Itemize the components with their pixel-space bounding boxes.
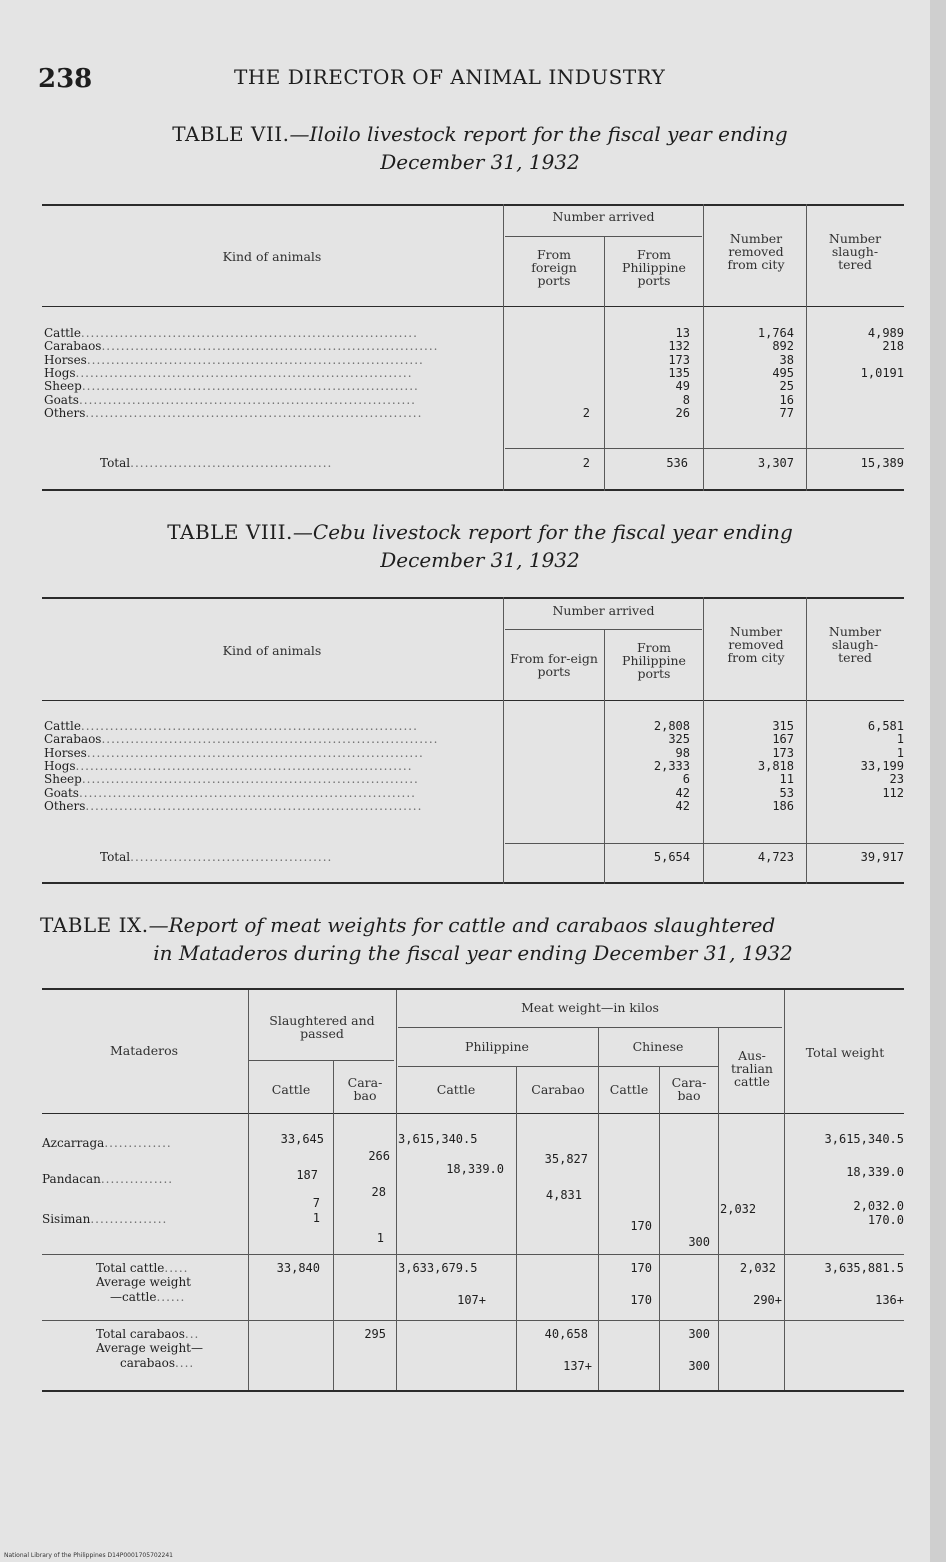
table9-bottom-rule (42, 1390, 904, 1392)
table9-h-chinese: Chinese (632, 1039, 684, 1054)
total-cattle-phil: 3,633,679.5 (398, 1261, 478, 1275)
leader-dots: ...................................................................... (80, 720, 418, 733)
matadero-pandacan: Pandacan............... (42, 1172, 174, 1186)
cell-slaughtered: 1 (896, 732, 904, 747)
avg-cattle-label: Average weight (96, 1275, 191, 1289)
table9-rule (42, 1254, 904, 1255)
table9-col-divider (784, 990, 785, 1390)
table9-title-line1: —Report of meat weights for cattle and carabaos slaughtered (148, 913, 776, 937)
table7-bottom-rule (42, 489, 904, 491)
cell-philippine: 42 (675, 798, 690, 813)
table7-h-phil: From Philippine ports (622, 247, 686, 288)
table9-top-rule (42, 988, 904, 990)
sis-cattle-1: 7 (312, 1196, 320, 1210)
table8-title (110, 520, 850, 544)
animal-kind: Cattle (44, 327, 81, 340)
cell-removed: 167 (772, 732, 794, 747)
table7-h-arrived: Number arrived (552, 209, 655, 224)
table8-h-removed: Number removed from city (727, 624, 785, 665)
animal-kind: Sheep (44, 380, 82, 394)
leader-dots: ...................................................................... (78, 393, 416, 407)
table8-title-2 (110, 548, 850, 572)
table7-col-divider (503, 204, 504, 491)
leader-dots: ...................................................................... (81, 380, 419, 394)
pan-phil-cattle: 18,339.0 (446, 1162, 504, 1176)
cell-removed: 16 (779, 392, 794, 407)
table7-h-kind: Kind of animals (222, 249, 322, 264)
row-label (44, 747, 500, 761)
table7-title-2 (110, 150, 850, 174)
sis-cattle-2: 1 (312, 1211, 320, 1225)
page-number: 238 (38, 64, 93, 94)
row-label (44, 773, 500, 787)
cell-removed: 3,818 (757, 758, 794, 773)
cell-slaughtered: 1,0191 (860, 365, 904, 380)
table9-h-total: Total weight (805, 1045, 885, 1060)
animal-kind: Sheep (44, 773, 82, 787)
row-label (44, 760, 500, 774)
cell-philippine: 98 (675, 745, 690, 760)
table9-title (40, 913, 906, 937)
matadero-name: Sisiman (42, 1212, 91, 1226)
table7-label: TABLE VII. (172, 122, 290, 146)
animal-kind: Carabaos (44, 340, 102, 354)
sis-chinese-cattle: 170 (630, 1219, 652, 1233)
table8-h-kind: Kind of animals (222, 643, 322, 658)
animal-kind: Hogs (44, 759, 76, 773)
table9-col-divider (333, 1060, 334, 1390)
leader-dots: ...................................................................... (86, 353, 424, 367)
cell-removed: 11 (779, 772, 794, 787)
row-label (44, 720, 500, 734)
table9-head-rule (42, 1113, 904, 1114)
row-label (44, 367, 500, 381)
azc-cattle: 33,645 (280, 1132, 324, 1146)
table9-col-divider (718, 1028, 719, 1390)
table8-h-slaughtered: Number slaugh-tered (828, 624, 882, 665)
azc-phil-cattle: 3,615,340.5 (398, 1132, 478, 1146)
sis-australian: 2,032 (720, 1202, 757, 1216)
table9-h-chinese-cattle: Cattle (609, 1082, 649, 1097)
cell-slaughtered: 4,989 (867, 326, 904, 340)
table7-h-slaughtered: Number slaugh-tered (828, 231, 882, 272)
sis-chinese-carabao: 300 (688, 1235, 710, 1249)
cell-foreign: 2 (582, 405, 590, 420)
table9-h-slaughtered: Slaughtered and passed (269, 1013, 375, 1041)
cell-slaughtered: 1 (896, 745, 904, 760)
total-cattle-text: Total cattle (96, 1261, 165, 1275)
animal-kind: Goats (44, 393, 79, 407)
table9-rule (398, 1027, 782, 1028)
table9-rule (398, 1066, 718, 1067)
table8-total-removed: 4,723 (757, 850, 794, 864)
matadero-name: Pandacan (42, 1172, 101, 1186)
cell-philippine: 13 (675, 326, 690, 340)
table8-total-label: Total.......................................... (100, 850, 333, 864)
table9-label: TABLE IX. (40, 913, 149, 937)
leader-dots: ...................................................................... (85, 406, 423, 420)
table7-title-line2: December 31, 1932 (380, 150, 580, 174)
avg-carabaos-phil: 137+ (563, 1359, 592, 1373)
row-label (44, 340, 500, 354)
table7-total-kind: Total (100, 456, 131, 470)
matadero-azcarraga: Azcarraga.............. (42, 1136, 172, 1150)
cell-philippine: 173 (668, 352, 690, 367)
cell-philippine: 325 (668, 732, 690, 747)
table8-total-slaughtered: 39,917 (860, 850, 904, 864)
table8-col-divider (503, 597, 504, 884)
table7-h-foreign: From foreign ports (531, 247, 577, 288)
total-cattle-total: 3,635,881.5 (824, 1261, 904, 1275)
row-label (44, 354, 500, 368)
table7-total-rule (505, 448, 904, 449)
cell-philippine: 2,333 (653, 758, 690, 773)
cell-removed: 315 (772, 719, 794, 733)
cell-philippine: 2,808 (653, 719, 690, 733)
cell-removed: 892 (772, 339, 794, 354)
table8-h-arrived: Number arrived (552, 603, 655, 618)
page-edge (930, 0, 946, 1562)
azc-carabao: 266 (368, 1149, 390, 1163)
table9-title-line2: in Mataderos during the fiscal year ending December 31, 1932 (153, 941, 793, 965)
table9-h-meat: Meat weight—in kilos (521, 1000, 659, 1015)
animal-kind: Goats (44, 786, 79, 800)
cell-philippine: 135 (668, 365, 690, 380)
table9-h-carabao: Cara-bao (347, 1075, 383, 1103)
cell-removed: 77 (779, 405, 794, 420)
animal-kind: Carabaos (44, 733, 102, 747)
leader-dots: ...................................................................... (101, 340, 439, 354)
animal-kind: Horses (44, 353, 87, 367)
table8-top-rule (42, 597, 904, 599)
azc-total: 3,615,340.5 (824, 1132, 904, 1146)
avg-cattle-phil: 107+ (457, 1293, 486, 1307)
total-carabaos-text: Total carabaos (96, 1327, 185, 1341)
pan-total: 18,339.0 (846, 1165, 904, 1179)
cell-removed: 1,764 (757, 326, 794, 340)
table8-title-line1: —Cebu livestock report for the fiscal year ending (292, 520, 793, 544)
table9-h-mataderos: Mataderos (109, 1043, 179, 1058)
table8-label: TABLE VIII. (167, 520, 293, 544)
avg-carabaos-chinese: 300 (688, 1359, 710, 1373)
leader-dots: ...................................................................... (86, 746, 424, 760)
animal-kind: Cattle (44, 720, 81, 733)
total-cattle-label: Total cattle..... (96, 1261, 189, 1275)
table9-h-phil-carabao: Carabao (531, 1082, 585, 1097)
avg-cattle-text: —cattle (110, 1290, 157, 1304)
avg-cattle-label-2: —cattle...... (110, 1290, 186, 1304)
table7-total-slaughtered: 15,389 (860, 456, 904, 470)
avg-carabaos-label-2: carabaos.... (120, 1356, 195, 1370)
table7-title-line1: —Iloilo livestock report for the fiscal year ending (289, 122, 788, 146)
total-cattle-aus: 2,032 (739, 1261, 776, 1275)
avg-carabaos-text: carabaos (120, 1356, 175, 1370)
cell-philippine: 26 (675, 405, 690, 420)
sis-total-2: 170.0 (867, 1213, 904, 1227)
table8-col-divider (604, 630, 605, 884)
cell-removed: 186 (772, 798, 794, 813)
cell-removed: 495 (772, 365, 794, 380)
pan-cattle: 187 (296, 1168, 318, 1182)
table9-col-divider (516, 1066, 517, 1390)
pan-carabao: 28 (371, 1185, 386, 1199)
pan-phil-carabao: 4,831 (545, 1188, 582, 1202)
row-label (44, 380, 500, 394)
table8-h-phil: From Philippine ports (622, 640, 686, 681)
cell-slaughtered: 6,581 (867, 719, 904, 733)
cell-removed: 53 (779, 785, 794, 800)
table7-title (110, 122, 850, 146)
table8-h-foreign: From for-eign ports (510, 651, 598, 679)
table8-total-phil: 5,654 (653, 850, 690, 864)
total-carabaos-carabao: 295 (364, 1327, 386, 1341)
avg-cattle-total: 136+ (875, 1293, 904, 1307)
total-carabaos-chinese: 300 (688, 1327, 710, 1341)
cell-slaughtered: 33,199 (860, 758, 904, 773)
total-carabaos-label: Total carabaos... (96, 1327, 200, 1341)
table7-total-removed: 3,307 (757, 456, 794, 470)
row-label (44, 407, 500, 421)
table9-h-australian: Aus-tralian cattle (731, 1048, 773, 1089)
cell-philippine: 6 (682, 772, 690, 787)
table9-col-divider (248, 990, 249, 1390)
animal-kind: Horses (44, 746, 87, 760)
table7-col-divider (604, 237, 605, 491)
avg-carabaos-label: Average weight— (96, 1341, 203, 1355)
leader-dots: ...................................................................... (81, 773, 419, 787)
table8-title-line2: December 31, 1932 (380, 548, 580, 572)
table8-total-kind: Total (100, 850, 131, 864)
avg-cattle-aus: 290+ (753, 1293, 782, 1307)
matadero-sisiman: Sisiman................ (42, 1212, 168, 1226)
table9-col-divider (396, 990, 397, 1390)
table9-col-divider (598, 1028, 599, 1390)
avg-cattle-chinese: 170 (630, 1293, 652, 1307)
leader-dots: ...................................................................... (75, 759, 413, 773)
table8-col-divider (703, 597, 704, 884)
row-label (44, 394, 500, 408)
animal-kind: Others (44, 799, 86, 813)
cell-philippine: 42 (675, 785, 690, 800)
leader-dots: ...................................................................... (75, 366, 413, 380)
row-label (44, 787, 500, 801)
table7-total-label: Total.......................................... (100, 456, 333, 470)
table7-total-foreign: 2 (582, 456, 590, 470)
cell-slaughtered: 23 (889, 772, 904, 787)
leader-dots: ...................................................................... (85, 799, 423, 813)
table9-title-2 (40, 941, 906, 965)
table7-h-removed: Number removed from city (727, 231, 785, 272)
scan-footer: National Library of the Philippines D14P0001705702241 (4, 1552, 173, 1559)
cell-philippine: 49 (675, 379, 690, 394)
cell-removed: 173 (772, 745, 794, 760)
cell-philippine: 8 (682, 392, 690, 407)
cell-philippine: 132 (668, 339, 690, 354)
row-label (44, 800, 500, 814)
table9-rule (248, 1060, 394, 1061)
leader-dots: ...................................................................... (80, 327, 418, 340)
row-label (44, 327, 500, 341)
animal-kind: Others (44, 406, 86, 420)
total-cattle-chinese: 170 (630, 1261, 652, 1275)
table9-col-divider (659, 1066, 660, 1390)
table7-head-rule (42, 306, 904, 307)
sis-total-1: 2,032.0 (853, 1199, 904, 1213)
cell-slaughtered: 112 (882, 785, 904, 800)
cell-removed: 25 (779, 379, 794, 394)
leader-dots: ...................................................................... (78, 786, 416, 800)
table7-total-phil: 536 (666, 456, 688, 470)
cell-slaughtered: 218 (882, 339, 904, 354)
table9-h-chinese-carabao: Cara-bao (671, 1075, 707, 1103)
table8-col-divider (806, 597, 807, 884)
table9-h-phil-cattle: Cattle (436, 1082, 476, 1097)
table9-h-philippine: Philippine (465, 1039, 529, 1054)
table8-bottom-rule (42, 882, 904, 884)
matadero-name: Azcarraga (42, 1136, 105, 1150)
total-cattle-cattle: 33,840 (276, 1261, 320, 1275)
animal-kind: Hogs (44, 366, 76, 380)
table8-total-rule (505, 843, 904, 844)
azc-phil-carabao: 35,827 (544, 1152, 588, 1166)
row-label (44, 733, 500, 747)
sis-carabao: 1 (376, 1231, 384, 1245)
total-carabaos-phil: 40,658 (544, 1327, 588, 1341)
table9-h-cattle: Cattle (271, 1082, 311, 1097)
cell-removed: 38 (779, 352, 794, 367)
table9-rule (42, 1320, 904, 1321)
running-head: THE DIRECTOR OF ANIMAL INDUSTRY (234, 65, 666, 89)
table7-top-rule (42, 204, 904, 206)
leader-dots: ...................................................................... (101, 733, 439, 747)
table8-head-rule (42, 700, 904, 701)
